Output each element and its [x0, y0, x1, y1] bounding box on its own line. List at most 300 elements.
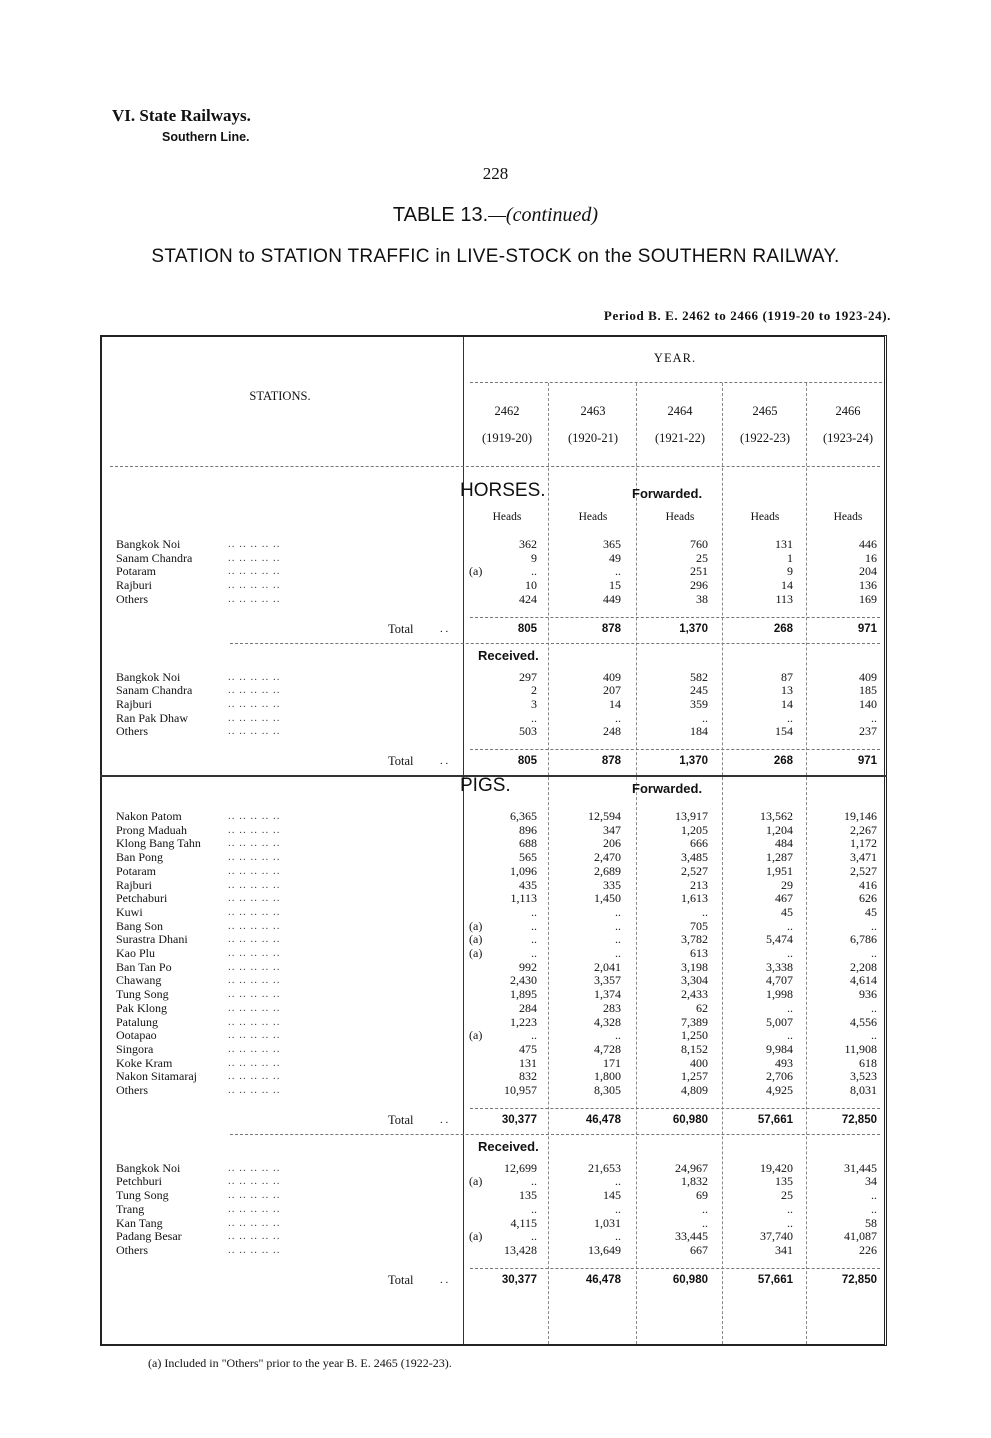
dot-leader: .. .. .. .. .. — [228, 810, 281, 822]
table-cell: 613 — [690, 946, 708, 960]
table-cell: 34 — [865, 1174, 877, 1189]
subtotal-rule — [470, 1108, 880, 1109]
table-cell: 1,895 — [510, 987, 537, 1002]
table-cell: 226 — [859, 1242, 877, 1257]
dot-leader: .. .. .. .. .. — [228, 538, 281, 550]
table-cell: 207 — [603, 683, 621, 698]
table-cell: 2,208 — [850, 959, 877, 974]
year-be-2462: 2462 — [494, 404, 520, 418]
table-cell: .. — [615, 904, 621, 919]
dot-leader: .. .. .. .. .. — [228, 565, 281, 578]
table-cell: 896 — [519, 822, 537, 837]
total-cell: 971 — [857, 755, 877, 767]
table-cell: .. — [702, 1201, 708, 1216]
dot-leader: .. .. .. .. .. — [228, 1015, 281, 1028]
table-cell: 449 — [603, 591, 621, 606]
table-cell: 131 — [775, 537, 793, 551]
unit-label: Heads — [750, 511, 780, 523]
year-ce-2463: (1920-21) — [568, 431, 618, 445]
table-cell: 1,250 — [681, 1028, 708, 1043]
total-cell: 57,661 — [757, 1113, 793, 1126]
table-cell: 38 — [696, 591, 708, 606]
station-name: Rajburi — [116, 877, 152, 892]
total-dots: . . — [440, 1273, 449, 1286]
table-cell: 69 — [696, 1188, 708, 1203]
table-cell: 25 — [696, 550, 708, 565]
total-cell: 878 — [601, 622, 621, 635]
table-cell: 1,172 — [850, 836, 877, 851]
table-cell: 9 — [531, 550, 537, 565]
table-cell: 154 — [775, 724, 793, 739]
station-name: Petchburi — [116, 1174, 162, 1189]
dot-leader: .. .. .. .. .. — [228, 697, 281, 710]
section-heading: VI. State Railways. — [112, 106, 251, 125]
dot-leader: .. .. .. .. .. — [228, 1189, 281, 1202]
table-cell: 12,699 — [504, 1160, 537, 1175]
table-title — [0, 204, 991, 227]
table-cell: 11,908 — [844, 1041, 877, 1056]
table-cell: .. — [531, 710, 537, 725]
table-cell: 237 — [859, 724, 877, 739]
station-name: Potaram — [116, 564, 156, 579]
table-cell: .. — [615, 1229, 621, 1244]
dot-leader: .. .. .. .. .. — [228, 919, 281, 932]
column-separator — [636, 383, 637, 1344]
table-cell: .. — [615, 564, 621, 579]
table-cell: .. — [615, 710, 621, 725]
station-name: Others — [116, 591, 148, 606]
note-marker: (a) — [469, 1229, 483, 1244]
table-cell: 4,728 — [594, 1041, 621, 1056]
table-cell: 2,041 — [594, 959, 621, 974]
table-cell: 8,031 — [850, 1083, 877, 1097]
table-cell: 3 — [531, 696, 537, 711]
table-cell: 13 — [781, 683, 793, 698]
table-cell: .. — [531, 946, 537, 960]
station-name: Patalung — [116, 1014, 158, 1029]
table-cell: 3,198 — [681, 959, 708, 974]
table-cell: 4,707 — [766, 973, 793, 988]
table-cell: 3,304 — [681, 973, 708, 988]
table-cell: 446 — [859, 537, 877, 551]
dot-leader: .. .. .. .. .. — [228, 837, 281, 850]
total-cell: 1,370 — [679, 622, 708, 635]
year-be-2466: 2466 — [835, 404, 861, 418]
table-cell: 49 — [609, 550, 621, 565]
station-name: Potaram — [116, 863, 156, 878]
table-cell: 1,031 — [594, 1215, 621, 1230]
table-cell: 24,967 — [675, 1160, 708, 1175]
table-cell: 37,740 — [760, 1229, 793, 1244]
table-cell: .. — [787, 1028, 793, 1043]
table-cell: 10,957 — [504, 1083, 537, 1097]
table-cell: 31,445 — [844, 1160, 877, 1175]
table-cell: 12,594 — [588, 809, 621, 823]
header-rule — [110, 466, 880, 467]
dot-leader: .. .. .. .. .. — [228, 905, 281, 918]
station-name: Singora — [116, 1041, 154, 1056]
table-cell: .. — [615, 932, 621, 947]
table-cell: .. — [615, 1028, 621, 1043]
table-cell: 21,653 — [588, 1160, 621, 1175]
table-cell: 667 — [690, 1242, 708, 1257]
dot-leader: .. .. .. .. .. — [228, 1070, 281, 1083]
table-cell: 135 — [775, 1174, 793, 1189]
table-cell: 45 — [781, 904, 793, 919]
table-cell: 335 — [603, 877, 621, 892]
station-name: Prong Maduah — [116, 822, 187, 837]
station-name: Petchaburi — [116, 891, 168, 906]
table-cell: .. — [787, 1201, 793, 1216]
table-cell: 6,365 — [510, 809, 537, 823]
dot-leader: .. .. .. .. .. — [228, 579, 281, 592]
station-name: Ootapao — [116, 1028, 157, 1043]
station-name: Kan Tang — [116, 1215, 163, 1230]
unit-label: Heads — [578, 511, 608, 523]
table-cell: 2,527 — [850, 863, 877, 878]
station-name: Ban Tan Po — [116, 959, 172, 974]
dot-leader: .. .. .. .. .. — [228, 551, 281, 564]
table-cell: 297 — [519, 669, 537, 684]
table-cell: 206 — [603, 836, 621, 851]
station-name: Bang Son — [116, 918, 164, 933]
table-cell: 424 — [519, 591, 537, 606]
year-be-2464: 2464 — [667, 404, 693, 418]
table-cell: .. — [615, 1174, 621, 1189]
table-cell: 184 — [690, 724, 708, 739]
table-cell: 416 — [859, 877, 877, 892]
dot-leader: .. .. .. .. .. — [228, 974, 281, 987]
table-cell: 3,338 — [766, 959, 793, 974]
table-cell: 8,305 — [594, 1083, 621, 1097]
station-name: Surastra Dhani — [116, 932, 188, 947]
total-cell: 72,850 — [841, 1273, 877, 1286]
table-cell: 7,389 — [681, 1014, 708, 1029]
table-cell: 341 — [775, 1242, 793, 1257]
table-cell: 1,257 — [681, 1069, 708, 1084]
total-label: Total — [388, 621, 414, 636]
year-be-2465: 2465 — [752, 404, 778, 418]
station-name: Tung Song — [116, 1188, 169, 1203]
table-cell: .. — [531, 904, 537, 919]
table-cell: .. — [787, 710, 793, 725]
table-cell: 135 — [519, 1188, 537, 1203]
total-cell: 57,661 — [757, 1273, 793, 1286]
table-cell: .. — [531, 932, 537, 947]
total-cell: 46,478 — [585, 1273, 621, 1286]
table-cell: 2 — [531, 683, 537, 698]
station-name: Klong Bang Tahn — [116, 836, 201, 851]
table-cell: 3,485 — [681, 850, 708, 865]
total-cell: 805 — [517, 755, 537, 767]
station-name: Bangkok Noi — [116, 537, 181, 551]
station-name: Others — [116, 724, 148, 739]
table-cell: 475 — [519, 1041, 537, 1056]
table-cell: 14 — [781, 578, 793, 593]
year-header: YEAR. — [653, 351, 697, 365]
table-cell: .. — [787, 1000, 793, 1015]
table-cell: .. — [787, 946, 793, 960]
table-cell: 14 — [609, 696, 621, 711]
dot-leader: .. .. .. .. .. — [228, 988, 281, 1001]
dot-leader: .. .. .. .. .. — [228, 1161, 281, 1174]
section-title: PIGS. — [460, 775, 511, 796]
note-marker: (a) — [469, 918, 483, 933]
table-cell: 283 — [603, 1000, 621, 1015]
table-cell: 493 — [775, 1055, 793, 1070]
dot-leader: .. .. .. .. .. — [228, 711, 281, 724]
dot-leader: .. .. .. .. .. — [228, 1056, 281, 1069]
table-cell: 4,115 — [510, 1215, 537, 1230]
table-cell: .. — [531, 564, 537, 579]
subtotal-rule — [470, 1268, 880, 1269]
table-cell: .. — [871, 946, 877, 960]
table-cell: .. — [615, 918, 621, 933]
table-cell: 3,357 — [594, 973, 621, 988]
block-label: Forwarded. — [632, 781, 703, 796]
dot-leader: .. .. .. .. .. — [228, 878, 281, 891]
table-cell: 33,445 — [675, 1229, 708, 1244]
table-cell: .. — [615, 1201, 621, 1216]
dot-leader: .. .. .. .. .. — [228, 1216, 281, 1229]
table-cell: 5,474 — [766, 932, 793, 947]
table-cell: 251 — [690, 564, 708, 579]
table-cell: 582 — [690, 669, 708, 684]
table-cell: 3,782 — [681, 932, 708, 947]
table-cell: 41,087 — [844, 1229, 877, 1244]
table-cell: 936 — [859, 987, 877, 1002]
table-cell: 10 — [525, 578, 537, 593]
table-cell: .. — [871, 918, 877, 933]
table-cell: 618 — [859, 1055, 877, 1070]
table-cell: 15 — [609, 578, 621, 593]
subtotal-rule — [470, 617, 880, 618]
table-cell: 347 — [603, 822, 621, 837]
table-cell: 4,556 — [850, 1014, 877, 1029]
table-cell: 9,984 — [766, 1041, 793, 1056]
table-cell: 8,152 — [681, 1041, 708, 1056]
station-name: Bangkok Noi — [116, 669, 181, 684]
table-cell: .. — [871, 1201, 877, 1216]
dot-leader: .. .. .. .. .. — [228, 670, 281, 683]
station-name: Bangkok Noi — [116, 1160, 181, 1175]
table-cell: 9 — [787, 564, 793, 579]
dot-leader: .. .. .. .. .. — [228, 1042, 281, 1055]
period-line: Period B. E. 2462 to 2466 (1919-20 to 1923-24). — [603, 308, 891, 323]
table-cell: 1,998 — [766, 987, 793, 1002]
table-cell: .. — [871, 710, 877, 725]
table-cell: 171 — [603, 1055, 621, 1070]
station-name: Trang — [116, 1201, 145, 1216]
station-name: Sanam Chandra — [116, 550, 193, 565]
table-cell: .. — [787, 1215, 793, 1230]
station-name: Others — [116, 1242, 148, 1257]
table-cell: 626 — [859, 891, 877, 906]
table-cell: 1,374 — [594, 987, 621, 1002]
table-cell: 1,287 — [766, 850, 793, 865]
table-cell: 2,527 — [681, 863, 708, 878]
station-name: Tung Song — [116, 987, 169, 1002]
table-cell: 3,471 — [850, 850, 877, 865]
table-cell: 113 — [775, 591, 793, 606]
table-cell: 503 — [519, 724, 537, 739]
table-cell: 992 — [519, 959, 537, 974]
table-cell: 565 — [519, 850, 537, 865]
note-marker: (a) — [469, 564, 483, 579]
table-cell: 248 — [603, 724, 621, 739]
table-cell: 1,951 — [766, 863, 793, 878]
table-cell: 467 — [775, 891, 793, 906]
station-name: Nakon Sitamaraj — [116, 1069, 197, 1084]
table-cell: 213 — [690, 877, 708, 892]
table-cell: .. — [531, 918, 537, 933]
table-cell: 145 — [603, 1188, 621, 1203]
stations-header: STATIONS. — [249, 389, 311, 403]
block-rule — [230, 643, 880, 644]
note-marker: (a) — [469, 932, 483, 947]
station-name: Others — [116, 1083, 148, 1097]
table-cell: 4,328 — [594, 1014, 621, 1029]
section-title: HORSES. — [460, 480, 546, 501]
table-cell: .. — [871, 1188, 877, 1203]
block-label: Forwarded. — [632, 486, 703, 501]
table-cell: 666 — [690, 836, 708, 851]
total-cell: 60,980 — [672, 1113, 708, 1126]
dot-leader: .. .. .. .. .. — [228, 933, 281, 946]
table-cell: 4,925 — [766, 1083, 793, 1097]
table-cell: 140 — [859, 696, 877, 711]
station-name: Nakon Patom — [116, 809, 182, 823]
station-name: Sanam Chandra — [116, 683, 193, 698]
station-name: Padang Besar — [116, 1229, 182, 1244]
page-number: 228 — [482, 164, 509, 183]
dot-leader: .. .. .. .. .. — [228, 851, 281, 864]
table-cell: 284 — [519, 1000, 537, 1015]
table-cell: 245 — [690, 683, 708, 698]
table-cell: 1,113 — [510, 891, 537, 906]
table-cell: 58 — [865, 1215, 877, 1230]
dot-leader: .. .. .. .. .. — [228, 592, 281, 605]
table-cell: 1,204 — [766, 822, 793, 837]
table-cell: 365 — [603, 537, 621, 551]
note-marker: (a) — [469, 946, 483, 960]
total-dots: . . — [440, 622, 449, 635]
year-ce-2462: (1919-20) — [482, 431, 532, 445]
table-cell: 2,430 — [510, 973, 537, 988]
total-label: Total — [388, 1112, 414, 1127]
table-cell: .. — [787, 918, 793, 933]
table-cell: .. — [531, 1201, 537, 1216]
total-cell: 30,377 — [501, 1273, 537, 1286]
dot-leader: .. .. .. .. .. — [228, 960, 281, 973]
station-name: Rajburi — [116, 696, 152, 711]
table-cell: 1,096 — [510, 863, 537, 878]
table-cell: .. — [702, 904, 708, 919]
total-dots: . . — [440, 1113, 449, 1126]
table-cell: 359 — [690, 696, 708, 711]
table-cell: .. — [871, 1028, 877, 1043]
total-dots: . . — [440, 755, 449, 767]
table-cell: .. — [702, 710, 708, 725]
block-rule — [230, 1134, 880, 1135]
table-cell: 87 — [781, 669, 793, 684]
table-cell: 1,832 — [681, 1174, 708, 1189]
station-name: Koke Kram — [116, 1055, 173, 1070]
station-name: Kao Plu — [116, 946, 155, 960]
year-be-2463: 2463 — [580, 404, 606, 418]
table-cell: 2,470 — [594, 850, 621, 865]
table-cell: 362 — [519, 537, 537, 551]
table-cell: 2,689 — [594, 863, 621, 878]
table-cell: 204 — [859, 564, 877, 579]
table-cell: 1,223 — [510, 1014, 537, 1029]
dot-leader: .. .. .. .. .. — [228, 823, 281, 836]
dot-leader: .. .. .. .. .. — [228, 1175, 281, 1188]
table-cell: 6,786 — [850, 932, 877, 947]
table-cell: 296 — [690, 578, 708, 593]
table-cell: 409 — [859, 669, 877, 684]
table-cell: .. — [702, 1215, 708, 1230]
station-name: Rajburi — [116, 578, 152, 593]
block-label: Received. — [478, 1138, 539, 1154]
total-cell: 46,478 — [585, 1113, 621, 1126]
dot-leader: .. .. .. .. .. — [228, 1230, 281, 1243]
block-label: Received. — [478, 647, 539, 663]
total-label: Total — [388, 754, 414, 768]
total-label: Total — [388, 1272, 414, 1287]
table-cell: 1 — [787, 550, 793, 565]
total-cell: 268 — [773, 755, 793, 767]
table-cell: .. — [531, 1174, 537, 1189]
table-cell: 19,420 — [760, 1160, 793, 1175]
table-cell: 688 — [519, 836, 537, 851]
dot-leader: .. .. .. .. .. — [228, 684, 281, 697]
station-name: Ban Pong — [116, 850, 164, 865]
year-ce-2464: (1921-22) — [655, 431, 705, 445]
table-title-suffix: —(continued) — [488, 204, 599, 226]
table-cell: 5,007 — [766, 1014, 793, 1029]
dot-leader: .. .. .. .. .. — [228, 1084, 281, 1096]
table-cell: 484 — [775, 836, 793, 851]
table-cell: 13,649 — [588, 1242, 621, 1257]
table-cell: 4,809 — [681, 1083, 708, 1097]
table-cell: 2,433 — [681, 987, 708, 1002]
total-cell: 30,377 — [501, 1113, 537, 1126]
table-cell: 19,146 — [844, 809, 877, 823]
subtotal-rule — [470, 749, 880, 750]
total-cell: 72,850 — [841, 1113, 877, 1126]
table-cell: .. — [531, 1229, 537, 1244]
footnote: (a) Included in "Others" prior to the year B. E. 2465 (1922-23). — [148, 1356, 452, 1370]
table-cell: 400 — [690, 1055, 708, 1070]
dot-leader: .. .. .. .. .. — [228, 1001, 281, 1014]
table-cell: .. — [531, 1028, 537, 1043]
main-title: STATION to STATION TRAFFIC in LIVE-STOCK on the SOUTHERN RAILWAY. — [151, 246, 840, 267]
table-cell: 16 — [865, 550, 877, 565]
station-name: Pak Klong — [116, 1000, 167, 1015]
dot-leader: .. .. .. .. .. — [228, 892, 281, 905]
table-cell: 13,562 — [760, 809, 793, 823]
table-cell: 705 — [690, 918, 708, 933]
table-cell: 25 — [781, 1188, 793, 1203]
dot-leader: .. .. .. .. .. — [228, 947, 281, 959]
table-cell: 62 — [696, 1000, 708, 1015]
table-cell: 131 — [519, 1055, 537, 1070]
table-cell: 1,450 — [594, 891, 621, 906]
year-ce-2466: (1923-24) — [823, 431, 873, 445]
total-cell: 805 — [517, 622, 537, 635]
year-ce-2465: (1922-23) — [740, 431, 790, 445]
